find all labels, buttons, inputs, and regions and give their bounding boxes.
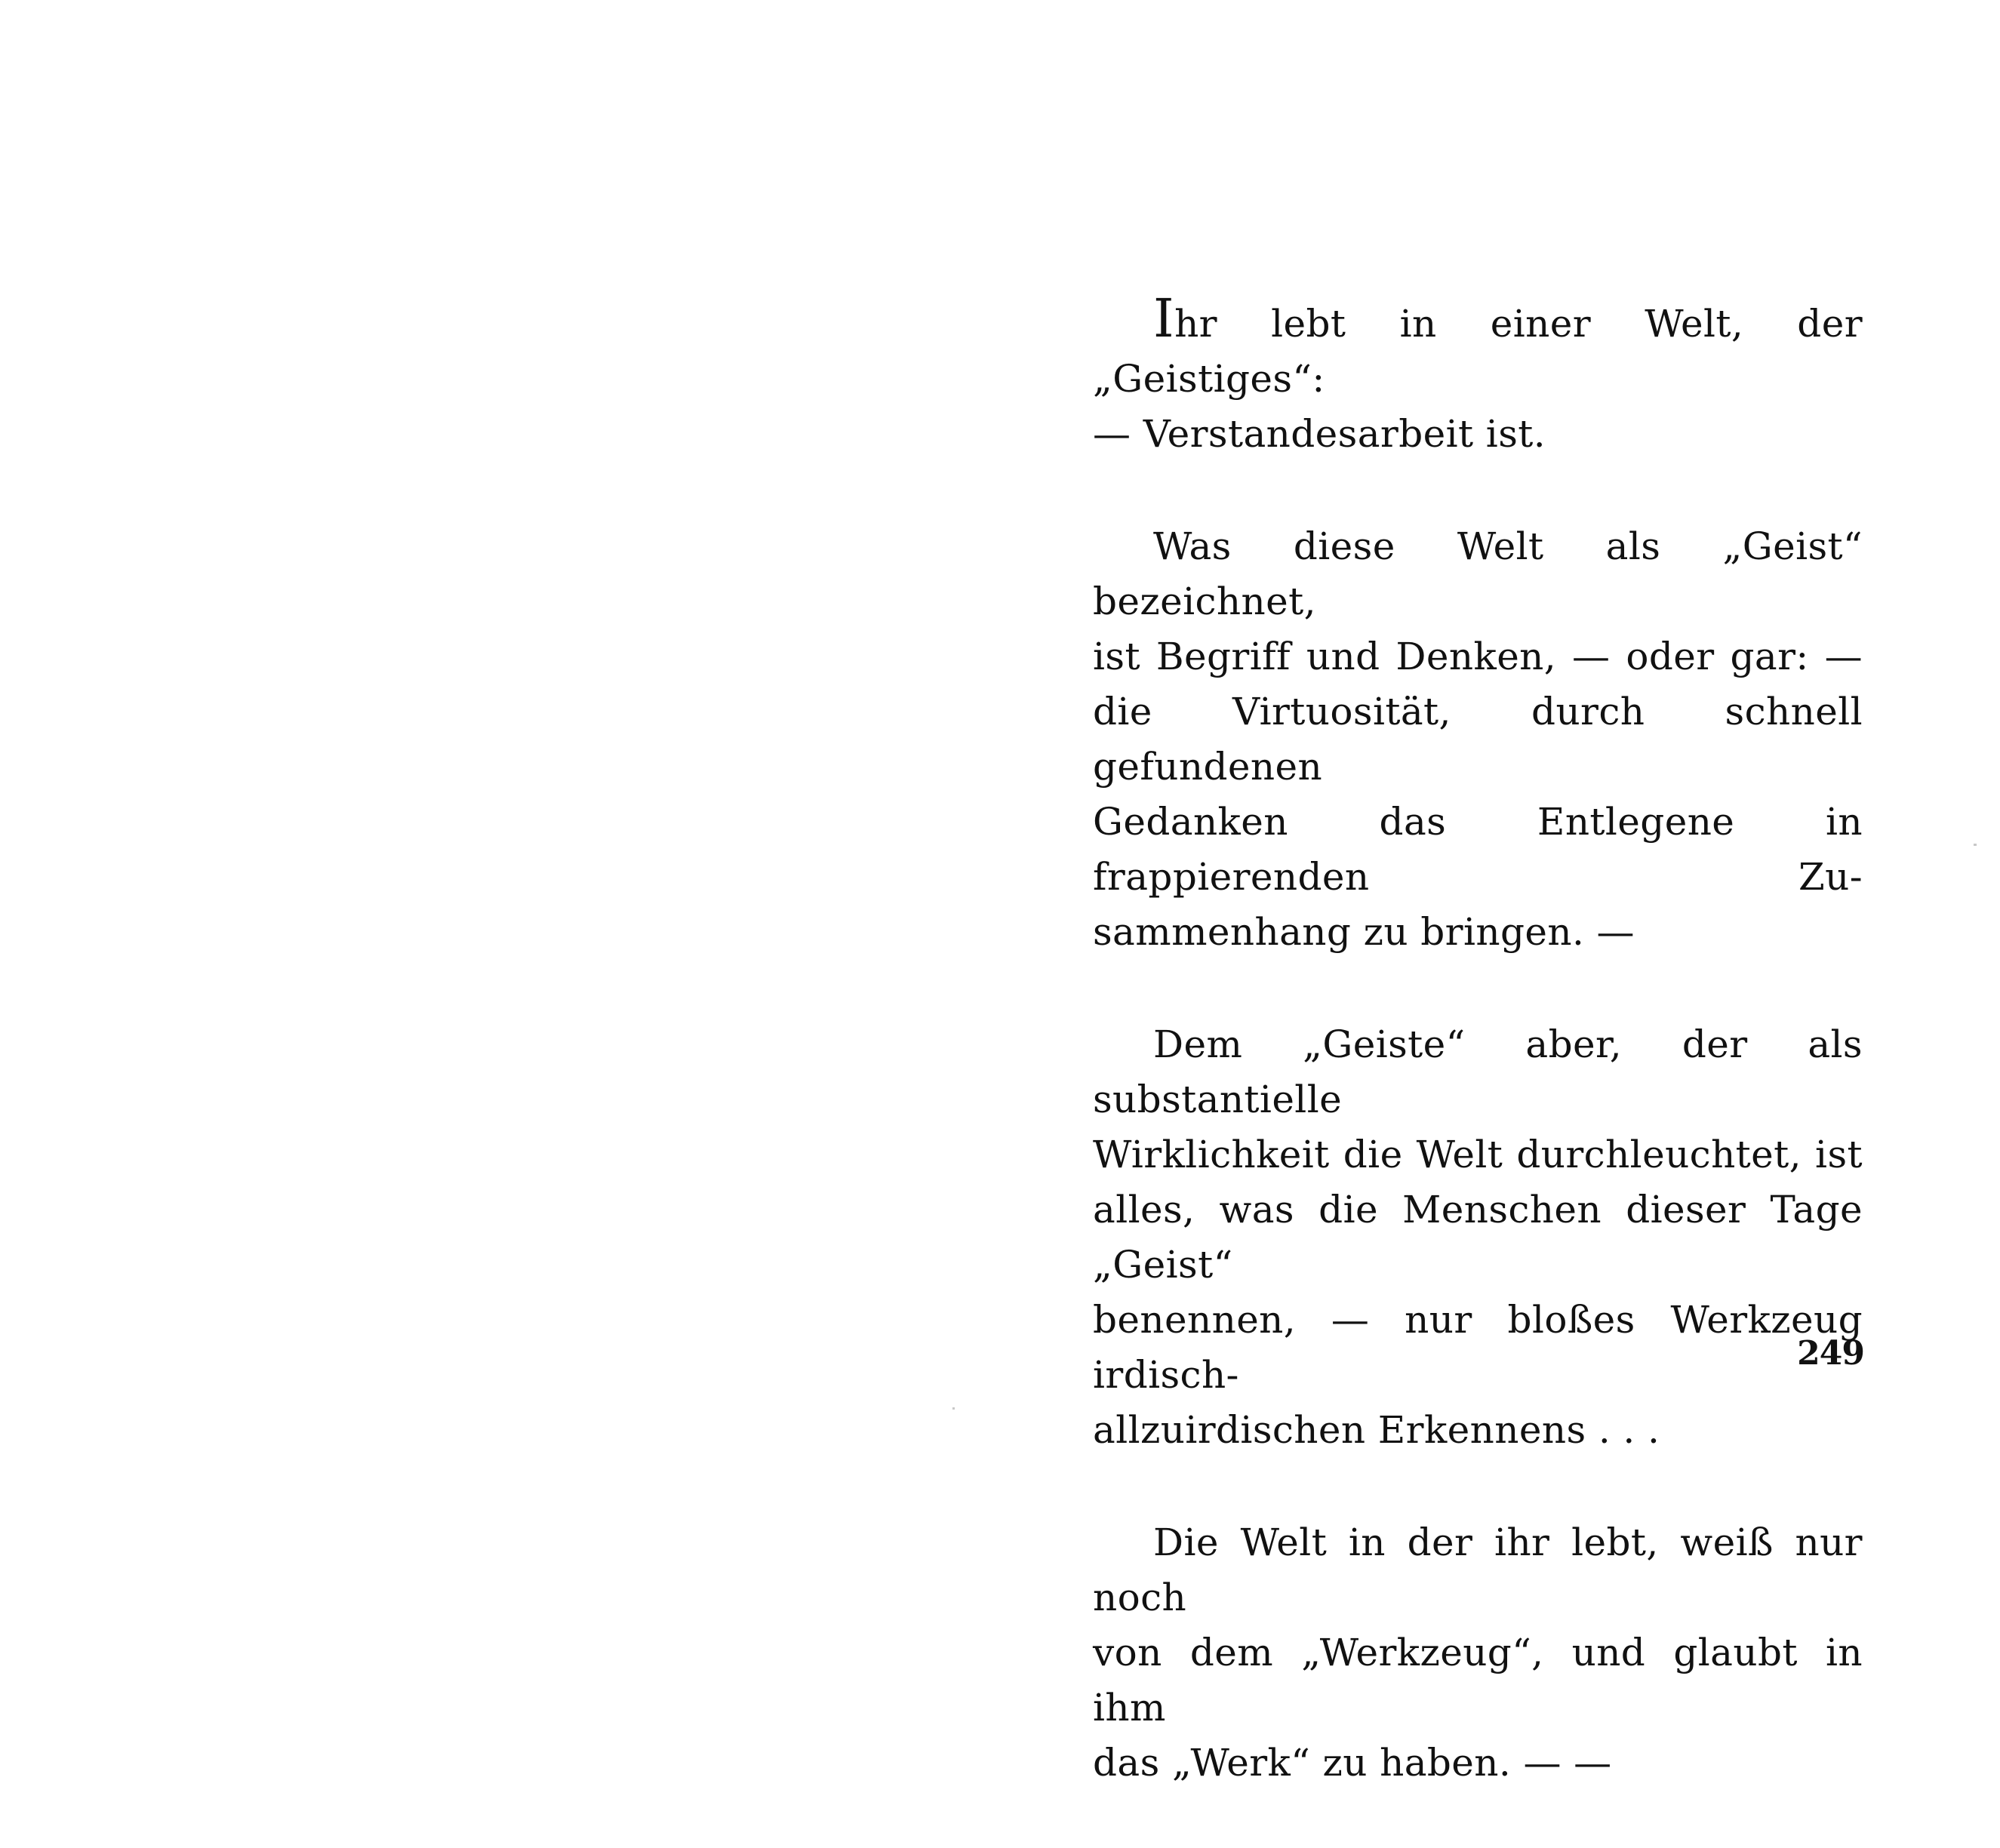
paragraph-line: das „Werk“ zu haben. — —: [1093, 1741, 1612, 1785]
body-text: [1093, 288, 1863, 1848]
paragraph-line: Die Welt in der ihr lebt, weiß nur noch: [1093, 1521, 1863, 1619]
paragraph-line: alles, was die Menschen dieser Tage „Geist“: [1093, 1188, 1863, 1287]
paragraph-line: von dem „Werkzeug“, und glaubt in ihm: [1093, 1631, 1863, 1730]
paragraph-2: [1093, 519, 1863, 960]
right-page: [989, 0, 2000, 1785]
drop-cap: I: [1153, 288, 1175, 349]
scan-speck: [952, 1407, 955, 1410]
paragraph-line: Ihr lebt in einer Welt, der „Geistiges“:: [1093, 288, 1863, 401]
paragraph-line: allzuirdischen Erkennens . . .: [1093, 1408, 1660, 1452]
paragraph-1: [1093, 288, 1863, 462]
left-page-blank: [0, 0, 989, 1434]
paragraph-3: [1093, 1017, 1863, 1458]
paragraph-line: Was diese Welt als „Geist“ bezeichnet,: [1093, 524, 1863, 623]
page-number: 249: [1797, 1334, 1864, 1373]
paragraph-line: die Virtuosität, durch schnell gefundenen: [1093, 690, 1863, 789]
paragraph-line: sammenhang zu bringen. —: [1093, 910, 1635, 954]
paragraph-line: Dem „Geiste“ aber, der als substantielle: [1093, 1022, 1863, 1121]
scan-speck: [1974, 844, 1977, 846]
paragraph-line: Gedanken das Entlegene in frappierenden Zu-: [1093, 800, 1863, 899]
paragraph-4: [1093, 1515, 1863, 1791]
paragraph-line: — Verstandesarbeit ist.: [1093, 412, 1546, 456]
paragraph-line: ist Begriff und Denken, — oder gar: —: [1093, 635, 1863, 678]
paragraph-line: benennen, — nur bloßes Werkzeug irdisch-: [1093, 1298, 1863, 1397]
paragraph-line: Wirklichkeit die Welt durchleuchtet, ist: [1093, 1133, 1863, 1176]
